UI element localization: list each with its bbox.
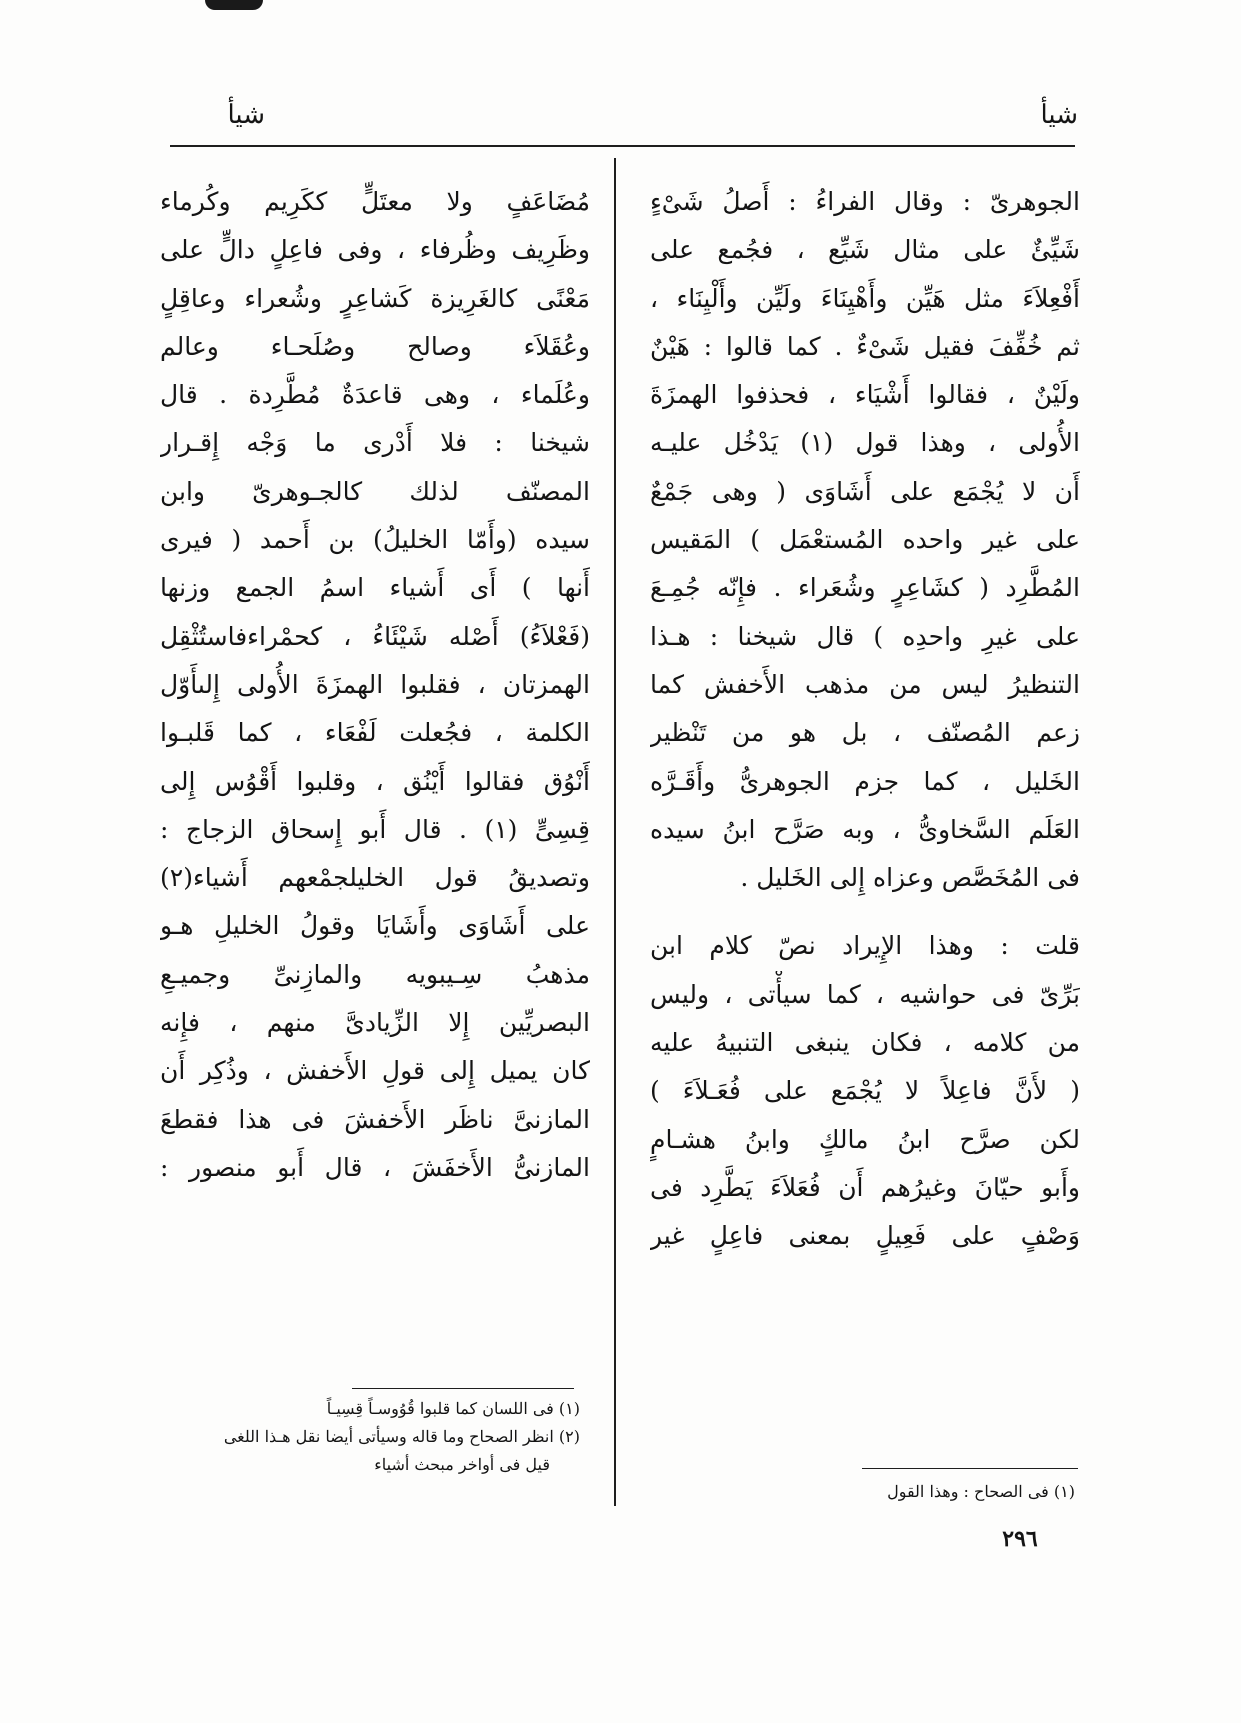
text-line: الهمزتان ، فقلبوا الهمزَةَ الأُولى إِلىأَوّل — [160, 669, 590, 699]
footnote-continuation: قيل فى أواخر مبحث أشياء — [374, 1455, 550, 1474]
footnote: (٢) انظر الصحاح وما قاله وسيأتى أيضا نقل هـذا اللغى — [223, 1427, 580, 1446]
text-line: الخَليل ، كما جزم الجوهرىُّ وأَقَـرَّه — [650, 766, 1080, 796]
text-line: وعُلَماء ، وهى قاعدَةٌ مُطَّرِدة . قال — [160, 380, 590, 410]
running-head-right: شيأ — [1040, 100, 1078, 130]
text-line: مذهبُ سِـيبويه والمازِنىِّ وجميـعِ — [160, 959, 590, 989]
text-line: المازنىَّ ناظَر الأَخفشَ فى هذا فقطعَ — [160, 1104, 590, 1134]
paragraph-gap — [650, 902, 1080, 922]
text-line: المُطَّرِد ( كشَاعِرٍ وشُعَراء . فإِنّه جُمِـعَ — [650, 573, 1080, 603]
text-line: مُضَاعَفٍ ولا معتَلٍّ ككَرِيم وكُرماء — [160, 187, 590, 216]
text-line: شَيِّئٌ على مثال شَيِّع ، فجُمع على — [650, 235, 1080, 265]
footnotes-left — [150, 1395, 580, 1479]
text-line: الأُولى ، وهذا قول (١) يَدْخُل عليـه — [650, 428, 1080, 458]
text-line: أَنْوُق فقالوا أَيْنُق ، وقلبوا أَقْوُس إِلى — [160, 766, 590, 796]
text-line: على أَشَاوَى وأَشَايَا وقولُ الخليلِ هـو — [160, 911, 590, 941]
running-head-left: شيأ — [227, 100, 265, 130]
scan-ink-mark — [205, 0, 263, 10]
footnotes-right — [650, 1478, 1075, 1506]
text-line: المازنىُّ الأَخفَشَ ، قال أَبو منصور : — [160, 1152, 590, 1182]
footnote-rule-left — [352, 1388, 574, 1389]
text-line: العَلَم السَّخاوىُّ ، وبه صَرَّح ابنُ سيده — [650, 814, 1080, 844]
text-line: سيده (وأَمّا الخليلُ) بن أَحمد ( فيرى — [160, 525, 590, 555]
footnote-rule-right — [862, 1468, 1078, 1469]
text-line: أَن لا يُجْمَع على أَشَاوَى ( وهى جَمْعٌ — [650, 476, 1080, 506]
left-column — [160, 178, 590, 1192]
text-line: شيخنا : فلا أَدْرى ما وَجْه إِقـرار — [160, 428, 590, 458]
text-line: وظَرِيف وظُرفاء ، وفى فاعِلٍ دالٍّ على — [160, 235, 590, 265]
footnote: (١) فى الصحاح : وهذا القول — [887, 1482, 1075, 1501]
text-line: وعُقَلاَء وصالح وصُلَحـاء وعالم — [160, 331, 590, 361]
text-line: على غير واحده المُستعْمَل ) المَقيس — [650, 525, 1080, 555]
text-line: الكلمة ، فجُعلت لَفْعَاء ، كما قَلبـوا — [160, 718, 590, 748]
footnote: (١) فى اللسان كما قلبوا قُوُوسـاً قِسِيـاً — [326, 1399, 580, 1418]
text-line: وَصْفٍ على فَعِيلٍ بمعنى فاعِلٍ غير — [650, 1221, 1080, 1251]
text-line: فى المُخَصَّص وعزاه إِلى الخَليل . — [740, 863, 1080, 893]
text-line: زعم المُصنّف ، بل هو من تَنْظير — [650, 718, 1080, 748]
text-line: قِسِىٍّ (١) . قال أَبو إِسحاق الزجاج : — [160, 814, 590, 844]
text-line: المصنّف لذلك كالجـوهرىّ وابن — [160, 476, 590, 506]
header-rule — [170, 145, 1075, 147]
text-line: مَعْنًى كالغَرِيزة كَشاعِرٍ وشُعراء وعاقِلٍ — [160, 283, 590, 313]
text-line: أَفْعِلاَءَ مثل هَيِّن وأَهْيِنَاءَ ولَيِّن وأَلْيِنَاء ، — [650, 283, 1080, 313]
text-line: على غيرِ واحدِه ) قال شيخنا : هـذا — [650, 621, 1080, 651]
text-line: التنظيرُ ليس من مذهب الأَخفش كما — [650, 669, 1080, 699]
text-line: أَنها ) أَى أَشياء اسمُ الجمع وزنها — [160, 573, 590, 603]
text-line: ثم خُفِّفَ فقيل شَىْءٌ . كما قالوا : هَيْنٌ — [650, 331, 1080, 361]
right-column — [650, 178, 1080, 1261]
text-line: الجوهرىّ : وقال الفراءُ : أَصلُ شَىْءٍ — [650, 187, 1080, 216]
text-line: وتصديقُ قول الخليلجمْعهم أَشياء(٢) — [160, 863, 590, 893]
column-divider — [614, 158, 616, 1506]
text-line: ولَيْنٌ ، فقالوا أَشْيَاء ، فحذفوا الهمزَةَ — [650, 380, 1080, 410]
text-line: ( لأَنَّ فاعِلاً لا يُجْمَع على فُعَـلاَءَ ) — [650, 1076, 1080, 1106]
text-line: كان يميل إِلى قولِ الأَخفش ، وذُكِر أَن — [160, 1056, 590, 1086]
page-number: ٢٩٦ — [1002, 1526, 1038, 1552]
text-line: من كلامه ، فكان ينبغى التنبيهُ عليه — [650, 1028, 1080, 1058]
text-line: وأَبو حيّانَ وغيرُهم أَن فُعَلاَءَ يَطَّرِد فى — [650, 1172, 1080, 1202]
text-line: بَرِّىّ فى حواشيه ، كما سيأْتى ، وليس — [650, 979, 1080, 1009]
text-line: (فَعْلاَءُ) أَصْله شَيْئَاءُ ، كحمْراءفاستُثْقِل — [160, 621, 590, 651]
text-line: البصريِّين إِلا الزِّيادىَّ منهم ، فإِنه — [160, 1008, 590, 1038]
text-line: قلت : وهذا الإِيراد نصّ كلام ابن — [650, 931, 1080, 961]
text-line: لكن صرَّح ابنُ مالكٍ وابنُ هشـامٍ — [650, 1124, 1080, 1154]
